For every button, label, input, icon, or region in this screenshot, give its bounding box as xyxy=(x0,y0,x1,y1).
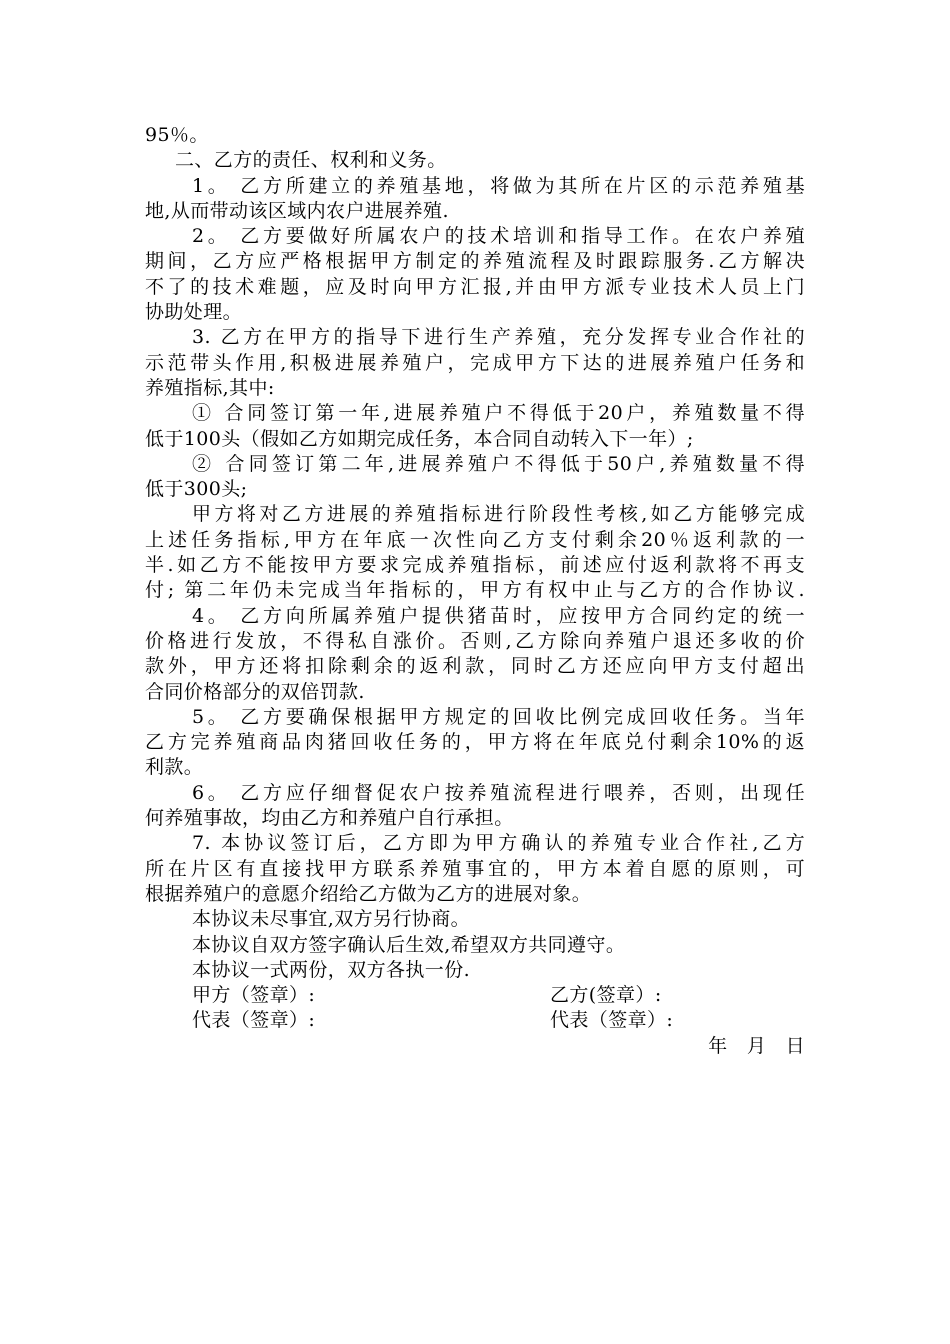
representative-a-signature-label: 代表（签章）: xyxy=(192,1009,316,1032)
text-line: 二、乙方的责任、权利和义务。 xyxy=(175,149,447,172)
signature-row-representatives xyxy=(145,1008,805,1033)
text-line: 1。 乙方所建立的养殖基地，将做为其所在片区的示范养殖基 xyxy=(192,174,805,197)
text-line: 95％。 xyxy=(145,124,209,146)
text-line: 本协议一式两份，双方各执一份. xyxy=(192,958,471,981)
text-line: 2。 乙方要做好所属农户的技术培训和指导工作。在农户养殖 xyxy=(192,225,805,248)
text-line: 上述任务指标,甲方在年底一次性向乙方支付剩余20％返利款的一 xyxy=(145,528,805,551)
text-line: 本协议自双方签字确认后生效,希望双方共同遵守。 xyxy=(192,933,626,956)
text-line: 7. 本协议签订后，乙方即为甲方确认的养殖专业合作社,乙方 xyxy=(192,832,805,855)
text-line: 6。 乙方应仔细督促农户按养殖流程进行喂养，否则，出现任 xyxy=(192,781,805,804)
text-line: 3. 乙方在甲方的指导下进行生产养殖，充分发挥专业合作社的 xyxy=(192,326,805,349)
text-line: 利款。 xyxy=(145,756,204,779)
text-line: 示范带头作用,积极进展养殖户，完成甲方下达的进展养殖户任务和 xyxy=(145,351,805,374)
text-line: ① 合同签订第一年,进展养殖户不得低于20户，养殖数量不得 xyxy=(192,402,805,425)
text-line: 低于100头（假如乙方如期完成任务，本合同自动转入下一年）; xyxy=(145,427,694,450)
agreement-body xyxy=(145,123,805,983)
text-line: 不了的技术难题，应及时向甲方汇报,并由甲方派专业技术人员上门 xyxy=(145,275,805,298)
text-line: 甲方将对乙方进展的养殖指标进行阶段性考核,如乙方能够完成 xyxy=(192,503,805,526)
text-line: 养殖指标,其中: xyxy=(145,376,275,399)
text-line: ② 合同签订第二年,进展养殖户不得低于50户,养殖数量不得 xyxy=(192,452,805,475)
text-line: 协助处理。 xyxy=(145,301,243,324)
text-line: 乙方完养殖商品肉猪回收任务的，甲方将在年底兑付剩余10%的返 xyxy=(145,731,805,754)
party-a-signature-label: 甲方（签章）: xyxy=(192,984,316,1007)
text-line: 半.如乙方不能按甲方要求完成养殖指标，前述应付返利款将不再支 xyxy=(145,554,805,577)
text-line: 所在片区有直接找甲方联系养殖事宜的，甲方本着自愿的原则，可 xyxy=(145,857,805,880)
date-row xyxy=(145,1034,805,1059)
text-line: 合同价格部分的双倍罚款. xyxy=(145,680,365,703)
text-line: 期间，乙方应严格根据甲方制定的养殖流程及时跟踪服务.乙方解决 xyxy=(145,250,805,273)
text-line: 地,从而带动该区域内农户进展养殖. xyxy=(145,199,449,222)
text-line: 4。 乙方向所属养殖户提供猪苗时，应按甲方合同约定的统一 xyxy=(192,604,805,627)
text-line: 何养殖事故，均由乙方和养殖户自行承担。 xyxy=(145,807,514,830)
text-line: 款外，甲方还将扣除剩余的返利款，同时乙方还应向甲方支付超出 xyxy=(145,655,805,678)
text-line: 本协议未尽事宜,双方另行协商。 xyxy=(192,908,471,931)
signature-row-parties xyxy=(145,983,805,1008)
party-b-signature-label: 乙方(签章）: xyxy=(550,984,662,1007)
text-line: 低于300头; xyxy=(145,478,248,501)
representative-b-signature-label: 代表（签章）: xyxy=(550,1009,674,1032)
text-line: 付; 第二年仍未完成当年指标的，甲方有权中止与乙方的合作协议. xyxy=(145,579,805,602)
text-line: 价格进行发放，不得私自涨价。否则,乙方除向养殖户退还多收的价 xyxy=(145,629,805,652)
document-page xyxy=(145,123,805,1059)
text-line: 根据养殖户的意愿介绍给乙方做为乙方的进展对象。 xyxy=(145,882,592,905)
text-line: 5。 乙方要确保根据甲方规定的回收比例完成回收任务。当年 xyxy=(192,705,805,728)
date-label: 年 月 日 xyxy=(708,1034,805,1057)
